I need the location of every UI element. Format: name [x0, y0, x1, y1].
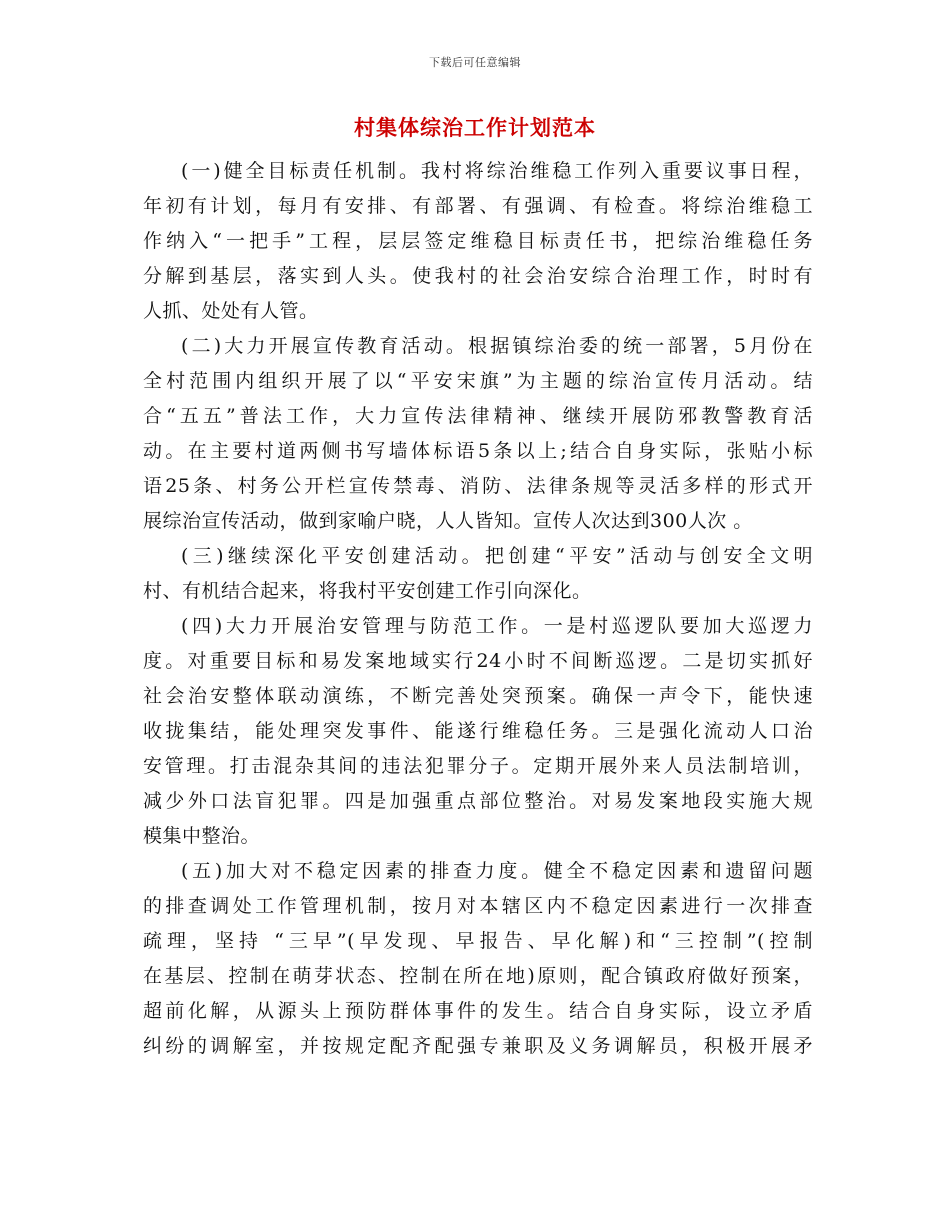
paragraph-line: 分解到基层，落实到人头。使我村的社会治安综合治理工作，时时有	[143, 265, 813, 287]
paragraph-line: 的排查调处工作管理机制，按月对本辖区内不稳定因素进行一次排查	[143, 895, 813, 917]
document-body	[143, 154, 813, 1064]
paragraph-3	[143, 539, 813, 609]
paragraph-line: 模集中整治。	[143, 825, 261, 847]
paragraph-line: (五)加大对不稳定因素的排查力度。健全不稳定因素和遗留问题	[181, 860, 813, 882]
paragraph-line: (一)健全目标责任机制。我村将综治维稳工作列入重要议事日程，	[181, 160, 813, 182]
paragraph-line: (二)大力开展宣传教育活动。根据镇综治委的统一部署，5月份在	[181, 335, 813, 357]
paragraph-line: 度。对重要目标和易发案地域实行24小时不间断巡逻。二是切实抓好	[143, 650, 813, 672]
paragraph-line: 展综治宣传活动，做到家喻户晓，人人皆知。宣传人次达到300人次 。	[143, 510, 753, 532]
paragraph-line: 减少外口法盲犯罪。四是加强重点部位整治。对易发案地段实施大规	[143, 790, 813, 812]
paragraph-line: 纠纷的调解室，并按规定配齐配强专兼职及义务调解员，积极开展矛	[143, 1035, 813, 1057]
paragraph-line: 合“五五”普法工作，大力宣传法律精神、继续开展防邪教警教育活	[143, 405, 813, 427]
paragraph-line: 语25条、村务公开栏宣传禁毒、消防、法律条规等灵活多样的形式开	[143, 475, 813, 497]
paragraph-1	[143, 154, 813, 329]
paragraph-line: 超前化解，从源头上预防群体事件的发生。结合自身实际，设立矛盾	[143, 1000, 813, 1022]
paragraph-line: 人抓、处处有人管。	[143, 300, 319, 322]
paragraph-line: 收拢集结，能处理突发事件、能遂行维稳任务。三是强化流动人口治	[143, 720, 813, 742]
paragraph-line: 在基层、控制在萌芽状态、控制在所在地)原则，配合镇政府做好预案，	[143, 965, 813, 987]
paragraph-line: (三)继续深化平安创建活动。把创建“平安”活动与创安全文明	[181, 545, 813, 567]
paragraph-2	[143, 329, 813, 539]
paragraph-line: 作纳入“一把手”工程，层层签定维稳目标责任书，把综治维稳任务	[143, 230, 813, 252]
document-title: 村集体综治工作计划范本	[354, 115, 596, 140]
paragraph-line: 全村范围内组织开展了以“平安宋旗”为主题的综治宣传月活动。结	[143, 370, 813, 392]
paragraph-line: 安管理。打击混杂其间的违法犯罪分子。定期开展外来人员法制培训，	[143, 755, 813, 777]
page-header-note: 下载后可任意编辑	[429, 56, 521, 69]
paragraph-line: 社会治安整体联动演练，不断完善处突预案。确保一声令下，能快速	[143, 685, 813, 707]
paragraph-line: 动。在主要村道两侧书写墙体标语5条以上;结合自身实际，张贴小标	[143, 440, 813, 462]
paragraph-line: (四)大力开展治安管理与防范工作。一是村巡逻队要加大巡逻力	[181, 615, 813, 637]
paragraph-5	[143, 854, 813, 1064]
paragraph-line: 疏理，坚持 “三早”(早发现、早报告、早化解)和“三控制”(控制	[143, 930, 813, 952]
paragraph-4	[143, 609, 813, 854]
paragraph-line: 村、有机结合起来，将我村平安创建工作引向深化。	[143, 580, 592, 602]
paragraph-line: 年初有计划，每月有安排、有部署、有强调、有检查。将综治维稳工	[143, 195, 813, 217]
